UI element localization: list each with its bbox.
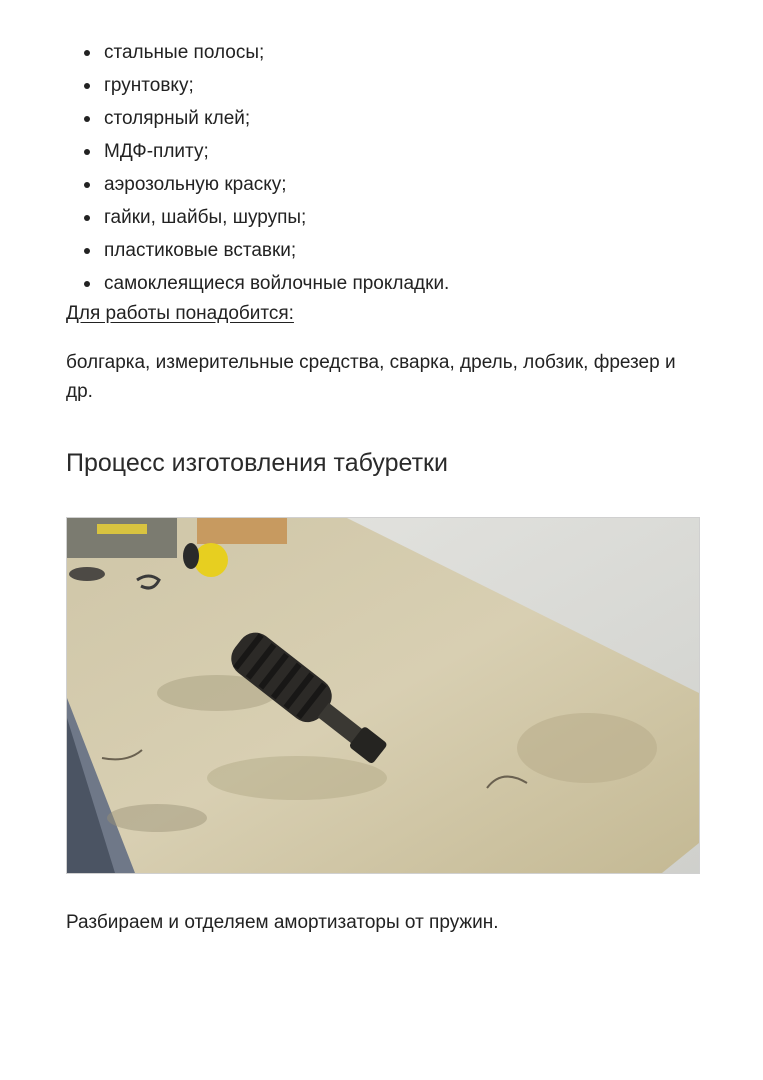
list-item: столярный клей; bbox=[104, 102, 706, 135]
section-title: Процесс изготовления табуретки bbox=[66, 449, 448, 477]
list-item: самоклеящиеся войлочные прокладки. bbox=[104, 267, 706, 300]
workbench-photo bbox=[66, 517, 700, 874]
tools-heading: Для работы понадобится: bbox=[66, 303, 294, 324]
list-item: гайки, шайбы, шурупы; bbox=[104, 201, 706, 234]
list-item: аэрозольную краску; bbox=[104, 168, 706, 201]
list-item: грунтовку; bbox=[104, 69, 706, 102]
list-item: МДФ-плиту; bbox=[104, 135, 706, 168]
tools-text: болгарка, измерительные средства, сварка, дрель, лобзик, фрезер и др. bbox=[66, 352, 676, 402]
photo-caption: Разбираем и отделяем амортизаторы от пружин. bbox=[66, 912, 499, 933]
list-item: стальные полосы; bbox=[104, 36, 706, 69]
materials-list bbox=[66, 36, 706, 300]
list-item: пластиковые вставки; bbox=[104, 234, 706, 267]
